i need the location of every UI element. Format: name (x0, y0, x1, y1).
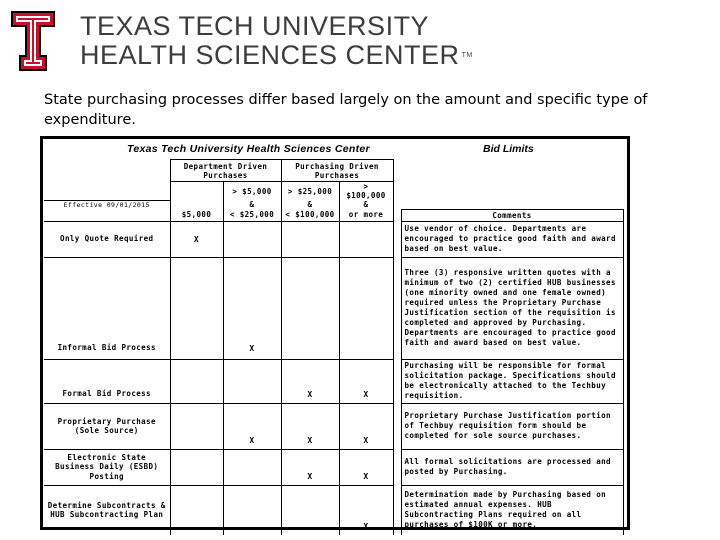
row-mark (223, 359, 281, 403)
university-line-1: TEXAS TECH UNIVERSITY (80, 11, 430, 41)
row-label: Electronic State Business Daily (ESBD) Posting (44, 449, 170, 485)
row-mark: X (339, 485, 393, 535)
threshold-bottom-row (44, 209, 623, 221)
row-mark: X (281, 449, 339, 485)
threshold-top-row (44, 182, 623, 201)
row-mark (339, 257, 393, 359)
threshold-mid-4: & (339, 200, 393, 209)
purchasing-driven-header: Purchasing Driven Purchases (281, 160, 393, 182)
trademark: TM (461, 52, 473, 59)
row-mark (223, 449, 281, 485)
threshold-top-2: > $5,000 (223, 182, 281, 201)
row-label: Formal Bid Process (44, 359, 170, 403)
table-row (44, 403, 623, 449)
department-driven-header: Department Driven Purchases (170, 160, 281, 182)
double-t-logo-icon (10, 10, 56, 72)
threshold-mid-3: & (281, 200, 339, 209)
document-title: Texas Tech University Health Sciences Center (127, 143, 370, 155)
threshold-mid-1 (170, 200, 223, 209)
row-mark (170, 359, 223, 403)
threshold-bottom-1: $5,000 (170, 209, 223, 221)
document-subtitle: Bid Limits (483, 143, 534, 155)
row-mark (170, 257, 223, 359)
row-mark: X (223, 403, 281, 449)
row-mark (281, 485, 339, 535)
table-row (44, 449, 623, 485)
threshold-bottom-3: < $100,000 (281, 209, 339, 221)
row-mark (170, 449, 223, 485)
threshold-top-4: > $100,000 (339, 182, 393, 201)
bid-limits-document (40, 136, 630, 530)
table-row (44, 221, 623, 257)
effective-date-label: Effective 09/01/2015 (44, 200, 170, 209)
row-mark: X (281, 403, 339, 449)
threshold-top-3: > $25,000 (281, 182, 339, 201)
threshold-bottom-4: or more (339, 209, 393, 221)
row-comment: Determination made by Purchasing based on estimated annual expenses. HUB Subcontracting Plans required on all purchases of $100K or more. (401, 485, 623, 535)
group-header-row (44, 160, 623, 182)
row-label: Informal Bid Process (44, 257, 170, 359)
row-comment: Proprietary Purchase Justification portion of Techbuy requisition form should be completed for sole source purchases. (401, 403, 623, 449)
row-mark: X (339, 359, 393, 403)
row-mark (170, 403, 223, 449)
document-header (43, 139, 627, 161)
row-comment: Purchasing will be responsible for formal solicitation package. Specifications should be electronically attached to the Techbuy requisition. (401, 359, 623, 403)
university-name (80, 12, 473, 70)
row-mark (170, 485, 223, 535)
table-row (44, 485, 623, 535)
row-label: Determine Subcontracts & HUB Subcontracting Plan (47, 500, 166, 520)
row-comment: Three (3) responsive written quotes with a minimum of two (2) certified HUB businesses (one minority owned and one female owned) required unless the Proprietary Purchase Justification section of the requisition is completed and approved by Purchasing. Departments are encouraged to practice good faith and award based on best value. (401, 257, 623, 359)
intro-text: State purchasing processes differ based largely on the amount and specific type of expenditure. (44, 92, 648, 128)
university-line-2 (80, 41, 473, 70)
threshold-bottom-2: < $25,000 (223, 209, 281, 221)
row-mark (223, 221, 281, 257)
row-label: Proprietary Purchase (Sole Source) (44, 403, 170, 449)
threshold-top-1 (170, 182, 223, 201)
university-line-2-text: HEALTH SCIENCES CENTER (80, 40, 460, 70)
row-label: Only Quote Required (44, 221, 170, 257)
threshold-mid-row (44, 200, 623, 209)
row-comment: All formal solicitations are processed and posted by Purchasing. (401, 449, 623, 485)
row-mark: X (170, 221, 223, 257)
row-mark (339, 221, 393, 257)
comments-header: Comments (401, 209, 623, 221)
row-mark: X (281, 359, 339, 403)
table-row (44, 359, 623, 403)
row-mark: X (339, 449, 393, 485)
row-comment: Use vendor of choice. Departments are encouraged to practice good faith and award based on best value. (401, 221, 623, 257)
row-mark: X (223, 257, 281, 359)
row-mark (223, 485, 281, 535)
table-row (44, 257, 623, 359)
row-mark (281, 221, 339, 257)
bid-limits-table (44, 159, 624, 535)
row-mark (281, 257, 339, 359)
threshold-mid-2: & (223, 200, 281, 209)
row-mark: X (339, 403, 393, 449)
